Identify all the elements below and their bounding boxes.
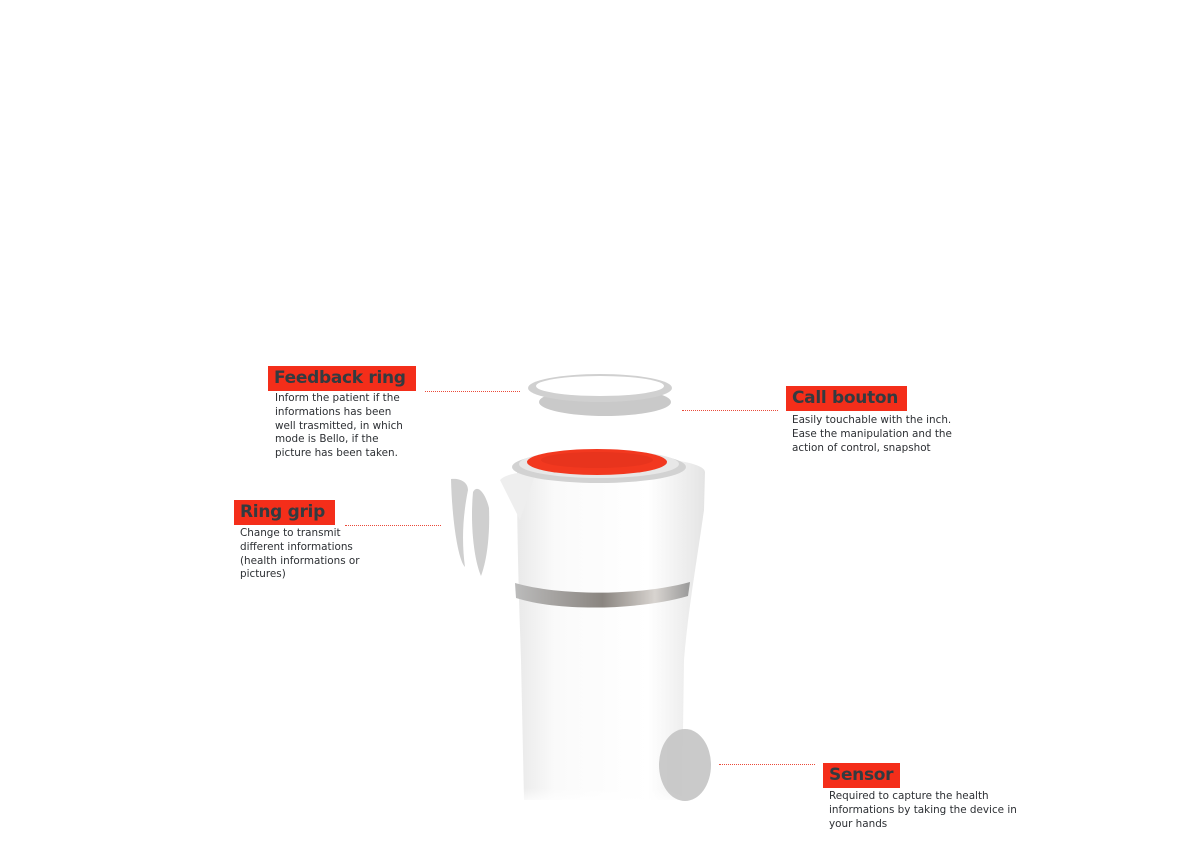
ring-grip-description: Change to transmit different informations (health informations or pictures)	[240, 527, 360, 581]
feedback-ring-description: Inform the patient if the informations has been well trasmitted, in which mode is Bello, if the picture has been taken.	[275, 392, 403, 460]
feedback-ring-title: Feedback ring	[268, 366, 416, 391]
sensor-title: Sensor	[823, 763, 900, 788]
call-button-description: Easily touchable with the inch. Ease the manipulation and the action of control, snapshot	[792, 414, 952, 454]
feedback-ring-part	[528, 374, 672, 416]
call-button-title: Call bouton	[786, 386, 907, 411]
sensor-leader	[719, 764, 815, 765]
ring-grip-part	[451, 479, 489, 576]
feedback-ring-leader	[425, 391, 520, 392]
sensor-description: Required to capture the health informations by taking the device in your hands	[829, 790, 1017, 830]
ring-grip-title: Ring grip	[234, 500, 335, 525]
call-button-leader	[682, 410, 778, 411]
sensor-part	[659, 729, 711, 801]
ring-grip-leader	[345, 525, 441, 526]
